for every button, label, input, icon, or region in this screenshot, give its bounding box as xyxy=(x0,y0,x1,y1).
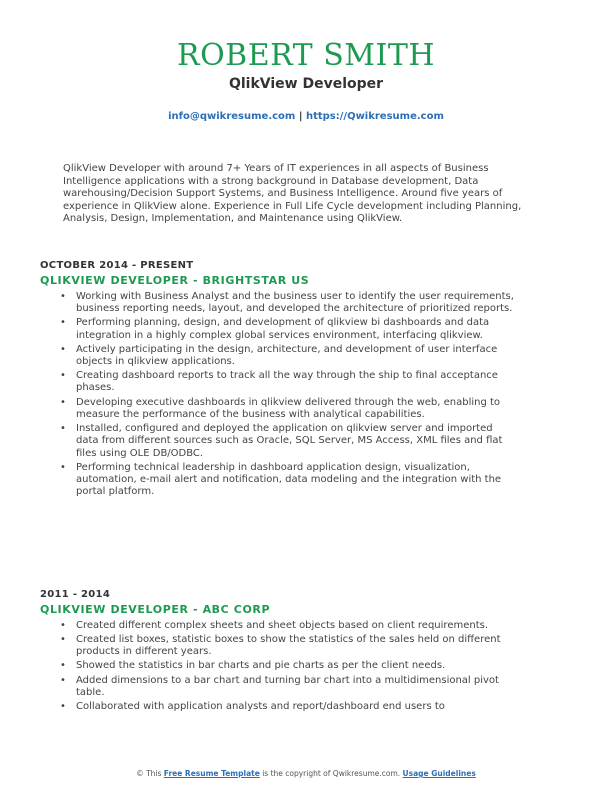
experience-entry xyxy=(40,588,530,715)
bullet-icon: • xyxy=(60,396,66,408)
job-dates: 2011 - 2014 xyxy=(40,589,111,600)
bullet-text: Created list boxes, statistic boxes to show the statistics of the sales held on different products in different years. xyxy=(76,634,501,658)
list-item xyxy=(40,317,516,342)
list-item xyxy=(40,423,516,460)
copyright-footer xyxy=(0,769,612,778)
list-item xyxy=(40,397,516,422)
bullet-text: Creating dashboard reports to track all the way through the ship to final acceptance phases. xyxy=(76,370,498,394)
bullet-text: Added dimensions to a bar chart and turning bar chart into a multidimensional pivot table. xyxy=(76,674,499,698)
list-item xyxy=(40,660,516,672)
list-item xyxy=(40,620,516,632)
list-item xyxy=(40,701,516,713)
experience-entry xyxy=(40,259,530,500)
bullet-icon: • xyxy=(60,620,66,631)
bullet-icon: • xyxy=(60,317,66,329)
job-bullet-list xyxy=(40,291,530,499)
email-link[interactable]: info@qwikresume.com xyxy=(168,111,296,122)
job-title: QLIKVIEW DEVELOPER - ABC CORP xyxy=(40,603,271,616)
bullet-text: Performing technical leadership in dashboard application design, visualization, automation, e-mail alert and notification, data modeling and the integration with the portal platform. xyxy=(76,461,502,498)
website-link[interactable]: https://Qwikresume.com xyxy=(305,111,444,122)
bullet-icon: • xyxy=(60,634,66,646)
list-item xyxy=(40,462,516,499)
footer-middle: is the copyright of Qwikresume.com. xyxy=(262,769,401,778)
job-title: QLIKVIEW DEVELOPER - BRIGHTSTAR US xyxy=(40,274,310,287)
bullet-text: Showed the statistics in bar charts and pie charts as per the client needs. xyxy=(76,660,446,672)
footer-prefix: © This xyxy=(136,769,162,778)
bullet-icon: • xyxy=(60,660,66,672)
list-item xyxy=(40,370,516,395)
list-item xyxy=(40,634,516,659)
profile-summary: QlikView Developer with around 7+ Years of IT experiences in all aspects of Business Intelligence applications with a strong background in Database development, Data warehousing/Decision Support Systems, and Business Intelligence. Around five years of experience in QlikView alone. Experience in Full Life Cycle development including Planning, Analysis, Design, Implementation, and Maintenance using QlikView. xyxy=(63,163,522,225)
usage-guidelines-link[interactable]: Usage Guidelines xyxy=(402,769,476,778)
bullet-icon: • xyxy=(60,700,66,712)
bullet-text: Actively participating in the design, architecture, and development of user interface objects in qlikview applications. xyxy=(76,343,498,368)
bullet-text: Working with Business Analyst and the business user to identify the user requirements, business reporting needs, layout, and developed the architecture of prioritized reports. xyxy=(76,291,514,315)
bullet-icon: • xyxy=(60,291,66,302)
job-bullet-list xyxy=(40,620,530,713)
bullet-text: Created different complex sheets and sheet objects based on client requirements. xyxy=(76,620,489,631)
bullet-icon: • xyxy=(60,461,66,473)
bullet-text: Collaborated with application analysts and report/dashboard end users to xyxy=(76,700,445,712)
bullet-icon: • xyxy=(60,674,66,686)
job-dates: OCTOBER 2014 - PRESENT xyxy=(40,260,194,271)
bullet-text: Installed, configured and deployed the application on qlikview server and imported data from different sources such as Oracle, SQL Server, MS Access, XML files and flat files using OLE DB/ODBC. xyxy=(76,422,503,459)
contact-separator: | xyxy=(298,111,303,122)
free-resume-template-link[interactable]: Free Resume Template xyxy=(163,769,260,778)
candidate-name: ROBERT SMITH xyxy=(176,38,436,73)
bullet-icon: • xyxy=(60,422,66,434)
candidate-role: QlikView Developer xyxy=(228,76,384,92)
bullet-icon: • xyxy=(60,343,66,355)
bullet-text: Performing planning, design, and development of qlikview bi dashboards and data integration in a highly complex global services environment, interfacing qlikview. xyxy=(76,317,490,341)
list-item xyxy=(40,291,516,316)
list-item xyxy=(40,675,516,700)
bullet-text: Developing executive dashboards in qlikview delivered through the web, enabling to measure the performance of the business with analytical capabilities. xyxy=(76,396,501,420)
contact-line xyxy=(0,111,612,122)
bullet-icon: • xyxy=(60,370,66,382)
list-item xyxy=(40,344,516,369)
